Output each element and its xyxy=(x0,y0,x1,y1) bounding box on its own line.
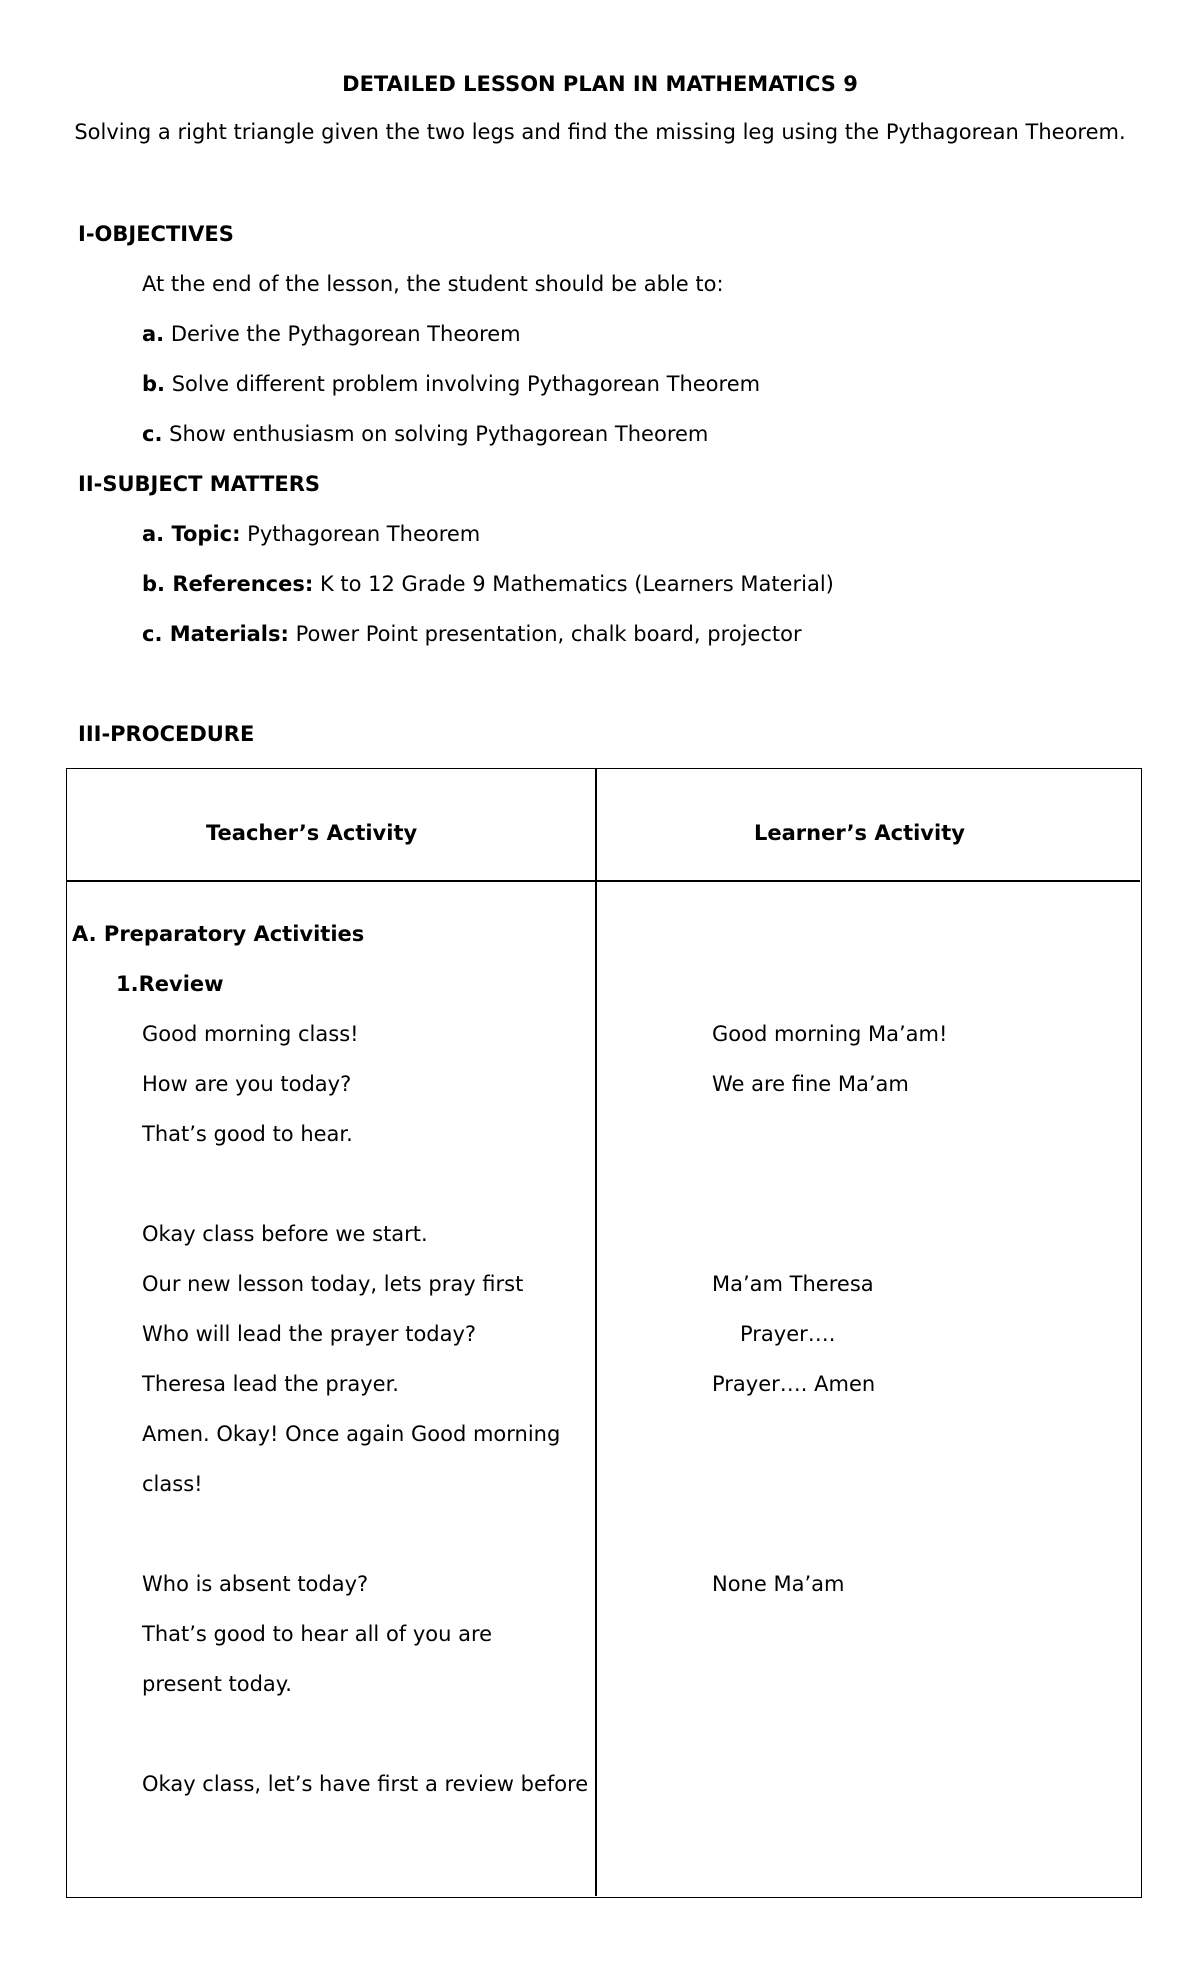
table-column-divider xyxy=(595,768,597,1896)
objectives-intro: At the end of the lesson, the student should be able to: xyxy=(142,272,724,296)
objective-text: Show enthusiasm on solving Pythagorean Theorem xyxy=(162,422,709,446)
document-title: DETAILED LESSON PLAN IN MATHEMATICS 9 xyxy=(342,72,858,96)
objective-letter: b. xyxy=(142,372,166,396)
teacher-line: How are you today? xyxy=(142,1072,352,1096)
objective-text: Solve different problem involving Pythagorean Theorem xyxy=(165,372,761,396)
learner-activity-header: Learner’s Activity xyxy=(754,821,965,845)
objective-letter: c. xyxy=(142,422,163,446)
objective-letter: a. xyxy=(142,322,165,346)
teacher-line: That’s good to hear. xyxy=(142,1122,353,1146)
teacher-line: Okay class before we start. xyxy=(142,1222,428,1246)
subject-label: c. Materials: xyxy=(142,622,289,646)
teacher-activity-header: Teacher’s Activity xyxy=(206,821,418,845)
teacher-line: Who is absent today? xyxy=(142,1572,369,1596)
objectives-heading: I-OBJECTIVES xyxy=(78,222,234,246)
table-header-divider xyxy=(66,880,1140,882)
subject-label: b. References: xyxy=(142,572,314,596)
teacher-line: present today. xyxy=(142,1672,292,1696)
section-preparatory-activities: A. Preparatory Activities xyxy=(72,922,365,946)
subject-item-materials xyxy=(142,622,802,646)
teacher-line: Amen. Okay! Once again Good morning xyxy=(142,1422,561,1446)
teacher-line: Theresa lead the prayer. xyxy=(142,1372,399,1396)
learner-line: Ma’am Theresa xyxy=(712,1272,874,1296)
objective-item xyxy=(142,322,521,346)
subject-text: Power Point presentation, chalk board, projector xyxy=(288,622,802,646)
procedure-heading: III-PROCEDURE xyxy=(78,722,255,746)
learner-line: Prayer…. Amen xyxy=(712,1372,876,1396)
subsection-review: 1.Review xyxy=(116,972,224,996)
learner-line: We are fine Ma’am xyxy=(712,1072,909,1096)
learner-line: Good morning Ma’am! xyxy=(712,1022,948,1046)
teacher-line: class! xyxy=(142,1472,203,1496)
subject-item-topic xyxy=(142,522,480,546)
subject-matters-heading: II-SUBJECT MATTERS xyxy=(78,472,321,496)
teacher-line: Who will lead the prayer today? xyxy=(142,1322,477,1346)
teacher-line: Good morning class! xyxy=(142,1022,359,1046)
teacher-line: That’s good to hear all of you are xyxy=(142,1622,493,1646)
subject-text: K to 12 Grade 9 Mathematics (Learners Material) xyxy=(313,572,834,596)
subject-text: Pythagorean Theorem xyxy=(240,522,481,546)
learner-line: None Ma’am xyxy=(712,1572,845,1596)
teacher-line: Okay class, let’s have first a review before xyxy=(142,1772,589,1796)
objective-item xyxy=(142,422,708,446)
document-subtitle: Solving a right triangle given the two legs and find the missing leg using the Pythagorean Theorem. xyxy=(74,120,1126,144)
objective-item xyxy=(142,372,760,396)
subject-label: a. Topic: xyxy=(142,522,241,546)
teacher-line: Our new lesson today, lets pray first xyxy=(142,1272,524,1296)
objective-text: Derive the Pythagorean Theorem xyxy=(164,322,521,346)
learner-line: Prayer…. xyxy=(740,1322,836,1346)
subject-item-references xyxy=(142,572,834,596)
